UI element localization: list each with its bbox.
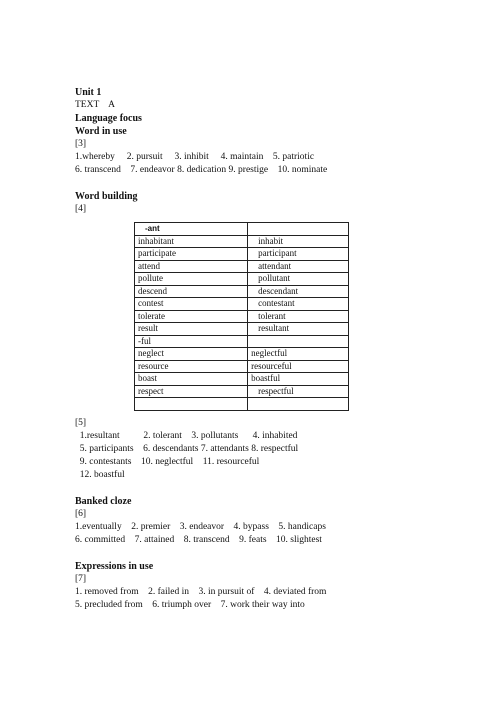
table-cell: boastful	[248, 373, 349, 386]
table-cell: resourceful	[248, 360, 349, 373]
table-cell: respectful	[248, 385, 349, 398]
answer-key-page	[75, 86, 475, 612]
exercise-number: [6]	[75, 508, 87, 519]
table-row	[135, 360, 349, 373]
answer-line: 1.eventually 2. premier 3. endeavor 4. bypass 5. handicaps	[75, 521, 326, 532]
answer-line: 6. transcend 7. endeavor 8. dedication 9. prestige 10. nominate	[75, 165, 328, 175]
table-cell	[135, 398, 248, 411]
table-cell: contestant	[248, 298, 349, 311]
table-cell: pollutant	[248, 273, 349, 286]
section-language-focus: Language focus	[75, 113, 142, 124]
exercise-number: [7]	[75, 573, 87, 584]
answer-line: 6. committed 7. attained 8. transcend 9. feats 10. slightest	[75, 534, 322, 545]
answer-line: 9. contestants 10. neglectful 11. resourceful	[75, 456, 260, 467]
table-row	[135, 285, 349, 298]
table-row	[135, 323, 349, 336]
table-row	[135, 248, 349, 261]
table-cell: pollute	[135, 273, 248, 286]
heading-word-in-use: Word in use	[75, 126, 127, 137]
unit-title: Unit 1	[75, 87, 102, 98]
answer-line: 1.resultant 2. tolerant 3. pollutants 4. inhabited	[75, 430, 298, 441]
exercise-number: [3]	[75, 139, 87, 149]
table-row	[135, 273, 349, 286]
table-cell: neglect	[135, 348, 248, 361]
table-header-ant: -ant	[135, 223, 248, 236]
table-cell: neglectful	[248, 348, 349, 361]
table-label-ful: -ful	[135, 335, 248, 348]
table-cell: descend	[135, 285, 248, 298]
table-row	[135, 348, 349, 361]
table-cell	[248, 335, 349, 348]
table-cell	[248, 223, 349, 236]
answer-line: 1.whereby 2. pursuit 3. inhibit 4. maintain 5. patriotic	[75, 152, 315, 162]
table-cell: participant	[248, 248, 349, 261]
table-row	[135, 223, 349, 236]
table-cell: inhabit	[248, 235, 349, 248]
text-label: TEXT A	[75, 100, 115, 110]
table-cell: result	[135, 323, 248, 336]
table-cell: resultant	[248, 323, 349, 336]
table-cell: participate	[135, 248, 248, 261]
word-building-table	[134, 222, 349, 411]
table-row	[135, 385, 349, 398]
answer-line: 12. boastful	[75, 469, 125, 480]
table-cell: contest	[135, 298, 248, 311]
table-cell: respect	[135, 385, 248, 398]
answer-line: 5. participants 6. descendants 7. attendants 8. respectful	[75, 443, 299, 454]
table-cell: descendant	[248, 285, 349, 298]
table-cell: attend	[135, 260, 248, 273]
table-row	[135, 260, 349, 273]
answer-line: 5. precluded from 6. triumph over 7. work their way into	[75, 599, 305, 610]
table-row	[135, 310, 349, 323]
table-cell: inhabitant	[135, 235, 248, 248]
table-row	[135, 398, 349, 411]
exercise-number: [5]	[75, 417, 87, 428]
table-row	[135, 373, 349, 386]
table-cell: attendant	[248, 260, 349, 273]
heading-expressions-in-use: Expressions in use	[75, 560, 154, 572]
heading-word-building: Word building	[75, 191, 138, 202]
table-cell: tolerate	[135, 310, 248, 323]
table-cell: boast	[135, 373, 248, 386]
answer-line: 1. removed from 2. failed in 3. in pursuit of 4. deviated from	[75, 586, 327, 597]
table-cell	[248, 398, 349, 411]
table-row	[135, 298, 349, 311]
table-cell: tolerant	[248, 310, 349, 323]
table-cell: resource	[135, 360, 248, 373]
table-row	[135, 335, 349, 348]
table-row	[135, 235, 349, 248]
heading-banked-cloze: Banked cloze	[75, 495, 132, 507]
exercise-number: [4]	[75, 204, 87, 214]
